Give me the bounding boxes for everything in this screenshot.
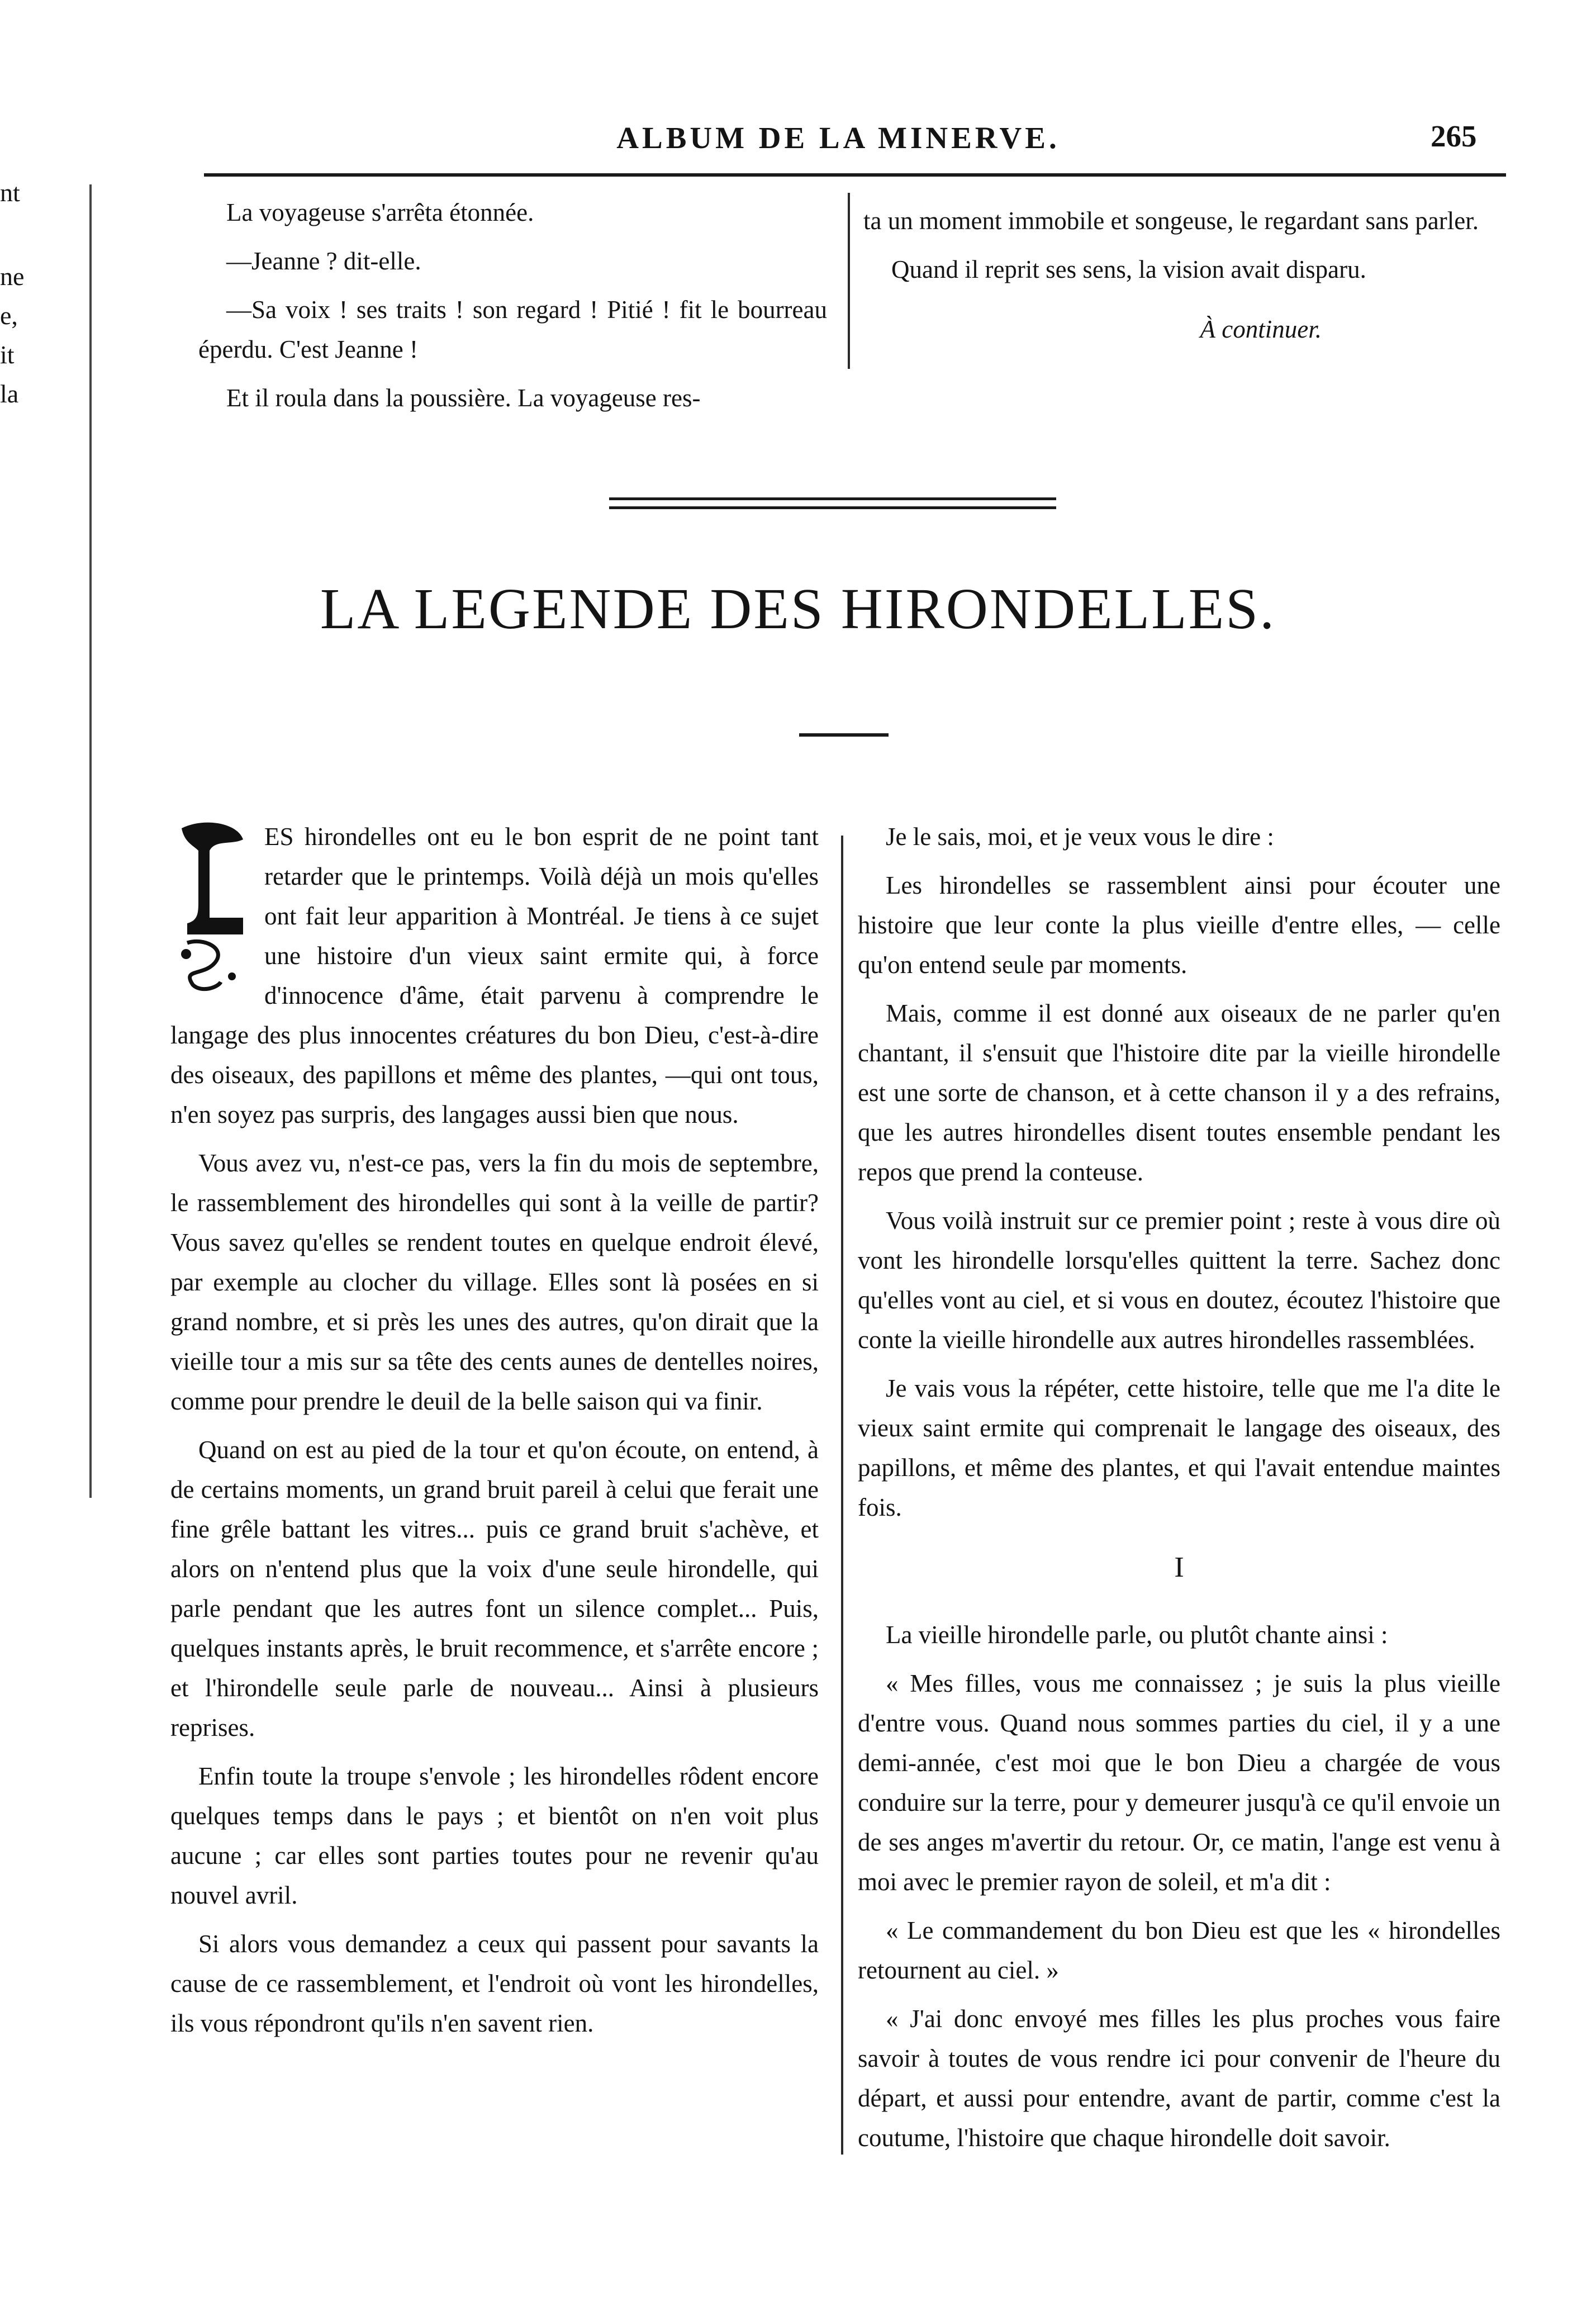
continuation-note: À continuer.: [1200, 315, 1322, 343]
margin-fragment: la: [0, 379, 19, 408]
paragraph: Quand on est au pied de la tour et qu'on écoute, on entend, à de certains moments, un grand bruit pareil à celui que ferait une fine grêle battant les vitres... puis ce grand bruit s'achève, et alors on n'entend plus que la voix d'une seule hirondelle, qui parle pendant que les autres font un silence complet... Puis, quelques instants après, le bruit recommence, et s'arrête encore ; et l'hirondelle seule parle de nouveau... Ainsi à plusieurs reprises.: [170, 1436, 819, 1742]
margin-fragment: nt: [0, 178, 20, 207]
paragraph: « J'ai donc envoyé mes filles les plus proches vous faire savoir à toutes de vous rendre ici pour convenir de l'heure du départ, et aussi pour entendre, avant de partir, comme c'est la coutume, l'histoire que chaque hirondelle doit savoir.: [858, 2005, 1500, 2152]
article-title: LA LEGENDE DES HIRONDELLES.: [320, 577, 1276, 641]
section-number: I: [1174, 1551, 1184, 1583]
section-rule-lower: [609, 506, 1056, 509]
top-right-column: [863, 201, 1500, 349]
paragraph: Et il roula dans la poussière. La voyageuse res-: [226, 384, 701, 412]
paragraph: La vieille hirondelle parle, ou plutôt chante ainsi :: [886, 1621, 1388, 1649]
paragraph: Mais, comme il est donné aux oiseaux de ne parler qu'en chantant, il s'ensuit que l'histoire dite par la vieille hirondelle est une sorte de chanson, et à cette chanson il y a des refrains, que les autres hirondelles disent toutes ensemble pendant les repos que prend la conteuse.: [858, 999, 1500, 1186]
paragraph: « Le commandement du bon Dieu est que les « hirondelles retournent au ciel. »: [858, 1916, 1500, 1984]
dropcap-ornament-icon: [170, 817, 254, 996]
top-left-column: [198, 193, 827, 427]
binding-edge: [89, 184, 92, 1498]
margin-fragment: it: [0, 340, 15, 369]
paragraph: Je vais vous la répéter, cette histoire, telle que me l'a dite le vieux saint ermite qui comprenait le langage des oiseaux, des papillons, et même des plantes, et qui l'avait entendue maintes fois.: [858, 1374, 1500, 1521]
dropcap-letter: L: [213, 889, 228, 914]
article-left-column: [170, 817, 819, 2052]
paragraph: Les hirondelles se rassemblent ainsi pour écouter une histoire que leur conte la plus vieille d'entre elles, — celle qu'on entend seule par moments.: [858, 871, 1500, 979]
paragraph: Je le sais, moi, et je veux vous le dire :: [886, 823, 1274, 851]
paragraph: ES hirondelles ont eu le bon esprit de ne point tant retarder que le printemps. Voilà déjà un mois qu'elles ont fait leur apparition à Montréal. Je tiens à ce sujet une histoire d'un vieux saint ermite qui, à force d'innocence d'âme, était parvenu à comprendre le langage des plus innocentes créatures du bon Dieu, c'est-à-dire des oiseaux, des papillons et même des plantes, —qui ont tous, n'en soyez pas surpris, des langages aussi bien que nous.: [170, 823, 819, 1128]
running-title: ALBUM DE LA MINERVE.: [616, 121, 1060, 155]
column-rule: [848, 193, 850, 369]
paragraph: Si alors vous demandez a ceux qui passent pour savants la cause de ce rassemblement, et l'endroit où vont les hirondelles, ils vous répondront qu'ils n'en savent rien.: [170, 1930, 819, 2037]
margin-fragment: ne: [0, 262, 25, 291]
margin-fragment: e,: [0, 301, 18, 330]
paragraph: ta un moment immobile et songeuse, le regardant sans parler.: [863, 207, 1479, 235]
paragraph: —Jeanne ? dit-elle.: [226, 247, 421, 275]
title-rule: [799, 733, 889, 737]
header-rule: [204, 173, 1506, 177]
paragraph: Vous avez vu, n'est-ce pas, vers la fin du mois de septembre, le rassemblement des hirondelles qui sont à la veille de partir? Vous savez qu'elles se rendent toutes en quelque endroit élevé, par exemple au clocher du village. Elles sont là posées en si grand nombre, et si près les unes des autres, qu'on dirait que la vieille tour a mis sur sa tête des cents aunes de dentelles noires, comme pour prendre le deuil de la belle saison qui va finir.: [170, 1149, 819, 1415]
paragraph: Vous voilà instruit sur ce premier point ; reste à vous dire où vont les hirondelle lorsqu'elles quittent la terre. Sachez donc qu'elles vont au ciel, et si vous en doutez, écoutez l'histoire que conte la vieille hirondelle aux autres hirondelles rassemblées.: [858, 1207, 1500, 1354]
ornamental-dropcap: [170, 817, 254, 996]
paragraph: Enfin toute la troupe s'envole ; les hirondelles rôdent encore quelques temps dans le pays ; et bientôt on n'en voit plus aucune ; car elles sont parties toutes pour ne revenir qu'au nouvel avril.: [170, 1762, 819, 1909]
section-rule-upper: [609, 497, 1056, 500]
paragraph: La voyageuse s'arrêta étonnée.: [226, 198, 534, 226]
left-margin-fragments: [0, 112, 61, 419]
page-number: 265: [1431, 119, 1477, 153]
article-right-column: [858, 817, 1500, 2167]
paragraph: « Mes filles, vous me connaissez ; je suis la plus vieille d'entre vous. Quand nous sommes parties du ciel, il y a une demi-année, c'est moi que le bon Dieu a chargée de vous conduire sur la terre, pour y demeurer jusqu'à ce qu'il envoie un de ses anges m'avertir du retour. Or, ce matin, l'ange est venu à moi avec le premier rayon de soleil, et m'a dit :: [858, 1669, 1500, 1896]
column-rule: [841, 836, 843, 2155]
paragraph: Quand il reprit ses sens, la vision avait disparu.: [891, 255, 1366, 283]
paragraph: —Sa voix ! ses traits ! son regard ! Pitié ! fit le bourreau éperdu. C'est Jeanne !: [198, 296, 827, 363]
